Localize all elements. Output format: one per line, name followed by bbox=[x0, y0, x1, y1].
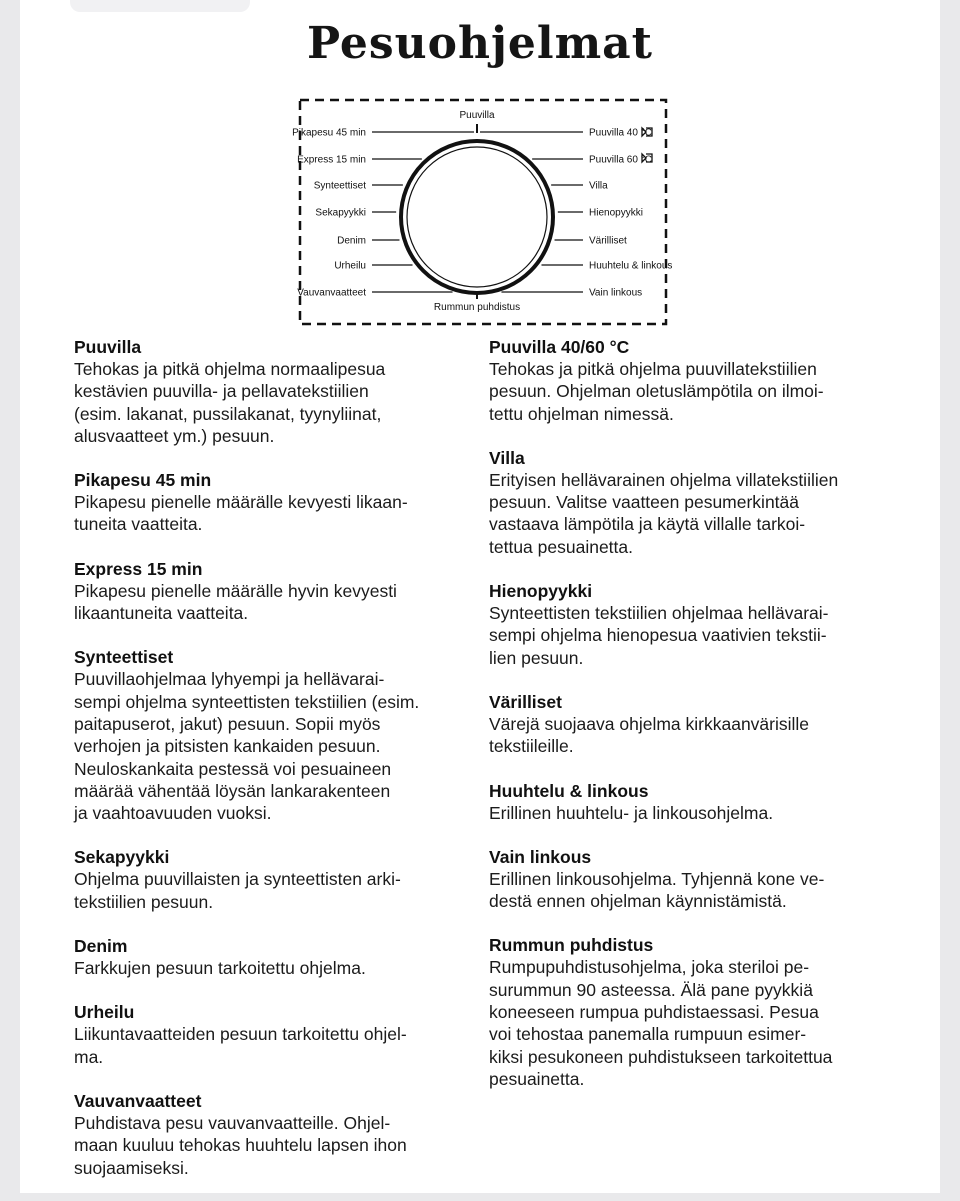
program-section bbox=[74, 558, 474, 625]
program-description: Liikuntavaatteiden pesuun tarkoitettu ohjel- ma. bbox=[74, 1024, 407, 1067]
program-description: Rumpupuhdistusohjelma, joka steriloi pe- surummun 90 asteessa. Älä pane pyykkiä koneeseen rumpua puhdistaessasi. Pesua voi tehostaa panemalla rumpuun esimer- kiksi pesukoneen puhdistukseen tarkoitettua pesuainetta. bbox=[489, 957, 833, 1089]
program-description: Tehokas ja pitkä ohjelma puuvillatekstiilien pesuun. Ohjelman oletuslämpötila on ilmoi- tettu ohjelman nimessä. bbox=[489, 359, 824, 424]
program-title: Vain linkous bbox=[489, 846, 592, 867]
program-description: Synteettisten tekstiilien ohjelmaa hellävarai- sempi ohjelma hienopesua vaativien tekstii- lien pesuun. bbox=[489, 603, 829, 668]
program-description: Puuvillaohjelmaa lyhyempi ja hellävarai- sempi ohjelma synteettisten tekstiilien (esim. paitapuserot, jakut) pesuun. Sopii myös verhojen ja pitsisten kankaiden pesuun. Neuloskankaita pestessä voi pesuaineen määrää vähentää löysän lankarakenteen ja vaahtoavuuden vuoksi. bbox=[74, 669, 420, 824]
dial-label-left: Urheilu bbox=[334, 260, 366, 272]
program-title: Rummun puhdistus bbox=[489, 935, 654, 956]
dial-label-left: Pikapesu 45 min bbox=[292, 127, 366, 139]
program-section bbox=[489, 336, 889, 425]
dial-label-right: Hienopyykki bbox=[589, 207, 643, 219]
program-section bbox=[489, 447, 889, 558]
left-column bbox=[74, 336, 474, 1201]
program-description: Tehokas ja pitkä ohjelma normaalipesua kestävien puuvilla- ja pellavatekstiilien (esim. lakanat, pussilakanat, tyynyliinat, alusvaatteet ym.) pesuun. bbox=[74, 359, 386, 446]
dial-label-right: Villa bbox=[589, 180, 608, 192]
program-description: Ohjelma puuvillaisten ja synteettisten arki- tekstiilien pesuun. bbox=[74, 869, 401, 912]
program-description: Pikapesu pienelle määrälle hyvin kevyesti likaantuneita vaatteita. bbox=[74, 580, 397, 624]
program-description: Erillinen linkousohjelma. Tyhjennä kone ve- destä ennen ohjelman käynnistämistä. bbox=[489, 868, 825, 912]
program-section bbox=[489, 934, 889, 1090]
program-title: Puuvilla 40/60 °C bbox=[489, 337, 630, 357]
program-description: Erillinen huuhtelu- ja linkousohjelma. bbox=[489, 802, 774, 823]
dial-label-right: Vain linkous bbox=[589, 287, 643, 299]
program-title: Hienopyykki bbox=[489, 581, 593, 602]
program-section bbox=[74, 846, 474, 913]
program-title: Sekapyykki bbox=[74, 847, 170, 868]
dial-label-left: Express 15 min bbox=[297, 154, 366, 166]
program-section bbox=[74, 469, 474, 536]
dial-inner-ring bbox=[407, 147, 547, 287]
program-section bbox=[74, 1001, 474, 1068]
program-description: Värejä suojaava ohjelma kirkkaanvärisille tekstiileille. bbox=[489, 713, 810, 757]
program-section bbox=[489, 846, 889, 913]
program-title: Värilliset bbox=[489, 691, 562, 712]
program-title: Denim bbox=[74, 936, 128, 957]
dial-label-left: Synteettiset bbox=[313, 180, 366, 192]
program-description: Farkkujen pesuun tarkoitettu ohjelma. bbox=[74, 958, 366, 979]
program-description: Erityisen hellävarainen ohjelma villatekstiilien pesuun. Valitse vaatteen pesumerkintää vastaava lämpötila ja käytä villalle tarkoi- tettua pesuainetta. bbox=[489, 469, 839, 557]
dial-label-right: Puuvilla 40 °C bbox=[589, 127, 652, 139]
program-section bbox=[489, 780, 889, 824]
program-section bbox=[489, 691, 889, 758]
program-title: Express 15 min bbox=[74, 558, 203, 579]
dial-label-right: Huuhtelu & linkous bbox=[589, 260, 673, 272]
program-description: Pikapesu pienelle määrälle kevyesti likaan- tuneita vaatteita. bbox=[74, 492, 408, 535]
document-page bbox=[20, 0, 940, 1193]
program-section bbox=[74, 646, 474, 824]
dial-label-left: Sekapyykki bbox=[315, 207, 366, 219]
program-title: Huuhtelu & linkous bbox=[489, 780, 649, 801]
page-title: Pesuohjelmat bbox=[306, 18, 654, 69]
dial-label-right: Puuvilla 60 °C bbox=[589, 154, 652, 166]
right-column bbox=[489, 336, 889, 1112]
program-title: Puuvilla bbox=[74, 337, 142, 357]
program-section bbox=[489, 580, 889, 669]
program-title: Pikapesu 45 min bbox=[74, 470, 212, 491]
program-dial-diagram bbox=[20, 0, 940, 340]
program-section bbox=[74, 935, 474, 979]
program-title: Villa bbox=[489, 447, 525, 468]
program-title: Vauvanvaatteet bbox=[74, 1090, 202, 1111]
program-section bbox=[74, 336, 474, 447]
dial-label-bottom: Rummun puhdistus bbox=[433, 302, 521, 313]
dial-label-top: Puuvilla bbox=[459, 110, 495, 121]
program-title: Synteettiset bbox=[74, 647, 174, 668]
program-description: Puhdistava pesu vauvanvaatteille. Ohjel- maan kuuluu tehokas huuhtelu lapsen ihon suojaamiseksi. bbox=[74, 1112, 407, 1178]
program-section bbox=[74, 1090, 474, 1179]
dial-label-left: Denim bbox=[337, 235, 366, 247]
dial-label-right: Värilliset bbox=[589, 235, 627, 247]
dial-label-left: Vauvanvaatteet bbox=[297, 287, 366, 299]
program-title: Urheilu bbox=[74, 1002, 135, 1023]
